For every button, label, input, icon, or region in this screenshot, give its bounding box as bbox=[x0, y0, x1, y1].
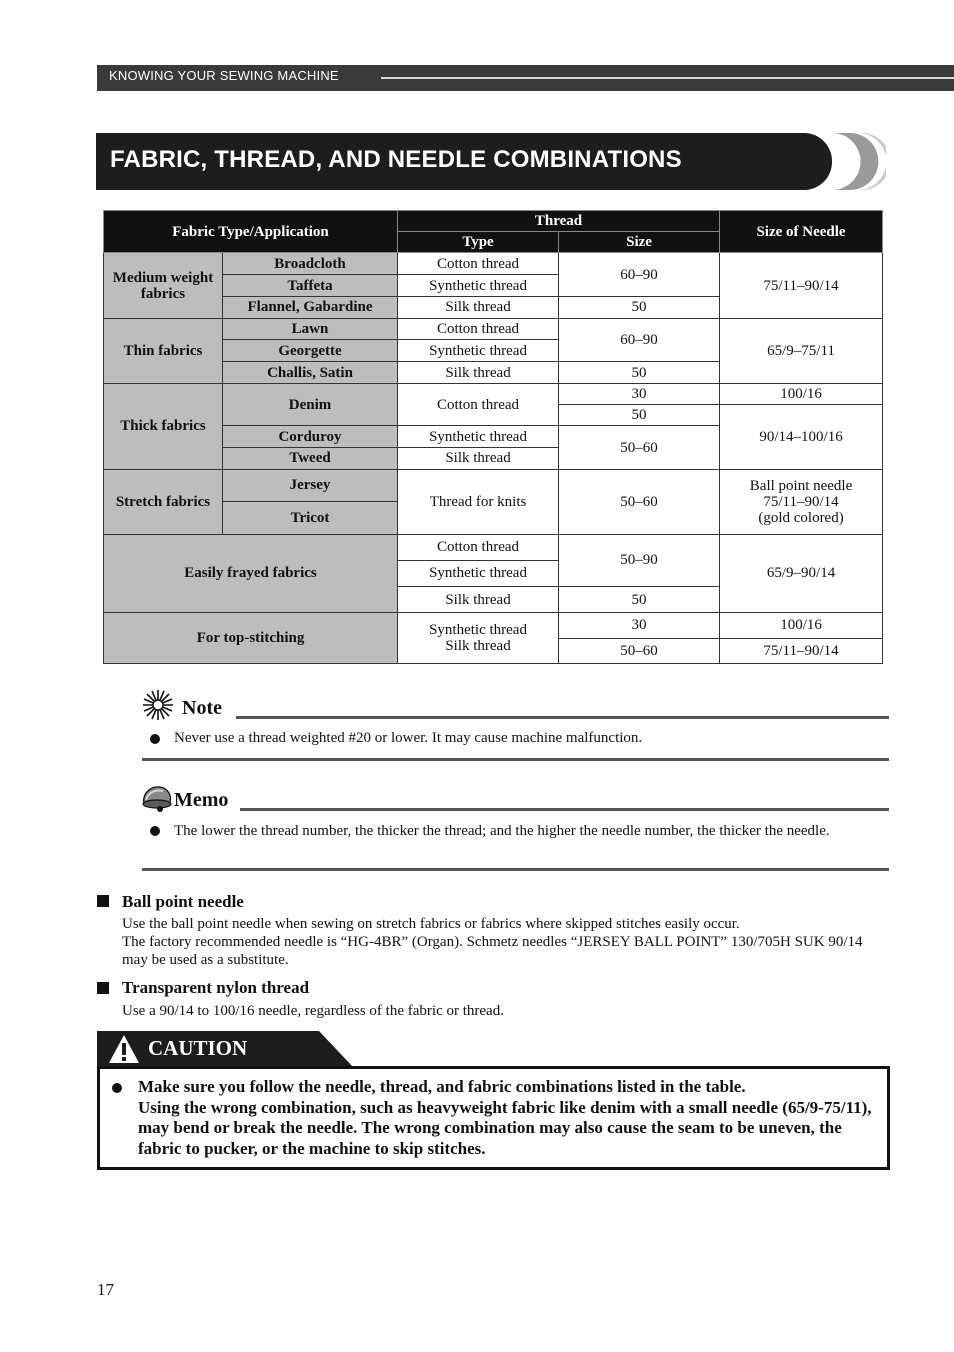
needle-size-cell: 75/11–90/14 bbox=[720, 253, 883, 318]
ballpoint-line: The factory recommended needle is “HG-4BR” (Organ). Schmetz needles “JERSEY BALL POINT” 130/705H SUK 90/14 may be used as a substitute. bbox=[122, 934, 863, 968]
thread-size-cell: 60–90 bbox=[559, 253, 720, 296]
memo-bell-icon bbox=[140, 782, 174, 814]
page-number: 17 bbox=[97, 1280, 114, 1299]
thread-type-cell: Synthetic thread bbox=[398, 560, 559, 586]
fabric-cell: Georgette bbox=[223, 340, 398, 362]
header-fabric-type: Fabric Type/Application bbox=[104, 211, 398, 253]
fabric-cell: Denim bbox=[223, 383, 398, 425]
fabric-cell: Lawn bbox=[223, 318, 398, 340]
title-end-cap bbox=[832, 133, 886, 190]
thread-size-cell: 50–60 bbox=[559, 426, 720, 469]
thread-size-cell: 50 bbox=[559, 405, 720, 426]
fabric-cell: Corduroy bbox=[223, 426, 398, 448]
fabric-cell: Flannel, Gabardine bbox=[223, 296, 398, 318]
thread-type-cell: Silk thread bbox=[398, 448, 559, 470]
note-bullet bbox=[150, 734, 160, 744]
thread-size-cell: 30 bbox=[559, 613, 720, 638]
caution-label: CAUTION bbox=[148, 1036, 248, 1060]
needle-size-cell: 65/9–75/11 bbox=[720, 318, 883, 383]
header-needle-size: Size of Needle bbox=[720, 211, 883, 253]
thread-type-cell: Cotton thread bbox=[398, 318, 559, 340]
needle-size-cell: 90/14–100/16 bbox=[720, 405, 883, 470]
needle-size-cell: 100/16 bbox=[720, 383, 883, 404]
thread-size-cell: 60–90 bbox=[559, 318, 720, 361]
fabric-cell: Challis, Satin bbox=[223, 362, 398, 384]
memo-bottom-rule bbox=[142, 868, 889, 871]
needle-size-cell: 65/9–90/14 bbox=[720, 534, 883, 613]
thread-type-cell: Synthetic thread bbox=[398, 275, 559, 297]
caution-line: Using the wrong combination, such as heavyweight fabric like denim with a small needle (65/9-75/11), may bend or break the needle. The wrong combination may also cause the seam to be uneven, the fabric to pucker, or the machine to skip stitches. bbox=[138, 1097, 872, 1158]
section-square-icon bbox=[97, 982, 109, 994]
thread-size-cell: 50 bbox=[559, 362, 720, 384]
caution-line: Make sure you follow the needle, thread, and fabric combinations listed in the table. bbox=[138, 1077, 746, 1096]
category-topstitch: For top-stitching bbox=[104, 613, 398, 664]
fabric-cell: Tweed bbox=[223, 448, 398, 470]
memo-rule bbox=[240, 808, 889, 811]
needle-line: 75/11–90/14 bbox=[763, 493, 839, 510]
caution-body bbox=[138, 1077, 878, 1159]
thread-type-line: Silk thread bbox=[445, 638, 511, 655]
title-bar bbox=[96, 133, 832, 190]
needle-line: Ball point needle bbox=[749, 477, 853, 494]
needle-size-cell: 100/16 bbox=[720, 613, 883, 638]
combination-table bbox=[103, 210, 883, 664]
ballpoint-line: Use the ball point needle when sewing on stretch fabrics or fabrics where skipped stitches easily occur. bbox=[122, 916, 740, 932]
memo-title: Memo bbox=[174, 789, 229, 811]
category-thin: Thin fabrics bbox=[104, 318, 223, 383]
note-bottom-rule bbox=[142, 758, 889, 761]
ballpoint-heading: Ball point needle bbox=[122, 892, 244, 911]
thread-type-cell bbox=[398, 613, 559, 664]
needle-size-cell: 75/11–90/14 bbox=[720, 638, 883, 663]
thread-type-cell: Silk thread bbox=[398, 296, 559, 318]
thread-type-cell: Cotton thread bbox=[398, 383, 559, 425]
thread-type-cell: Synthetic thread bbox=[398, 426, 559, 448]
category-frayed: Easily frayed fabrics bbox=[104, 534, 398, 613]
fabric-cell: Jersey bbox=[223, 469, 398, 501]
section-square-icon bbox=[97, 895, 109, 907]
thread-type-cell: Cotton thread bbox=[398, 534, 559, 560]
thread-type-cell: Cotton thread bbox=[398, 253, 559, 275]
thread-size-cell: 50 bbox=[559, 296, 720, 318]
nylon-heading: Transparent nylon thread bbox=[122, 978, 310, 997]
category-stretch: Stretch fabrics bbox=[104, 469, 223, 534]
category-thick: Thick fabrics bbox=[104, 383, 223, 469]
needle-size-cell bbox=[720, 469, 883, 534]
thread-type-cell: Silk thread bbox=[398, 362, 559, 384]
thread-type-cell: Synthetic thread bbox=[398, 340, 559, 362]
page-title: FABRIC, THREAD, AND NEEDLE COMBINATIONS bbox=[110, 146, 682, 173]
header-rule bbox=[381, 77, 954, 79]
memo-bullet bbox=[150, 826, 160, 836]
note-text: Never use a thread weighted #20 or lower. It may cause machine malfunction. bbox=[174, 730, 643, 746]
fabric-cell: Taffeta bbox=[223, 275, 398, 297]
needle-line: (gold colored) bbox=[758, 509, 844, 526]
thread-size-cell: 30 bbox=[559, 383, 720, 404]
note-rule bbox=[236, 716, 889, 719]
fabric-cell: Tricot bbox=[223, 502, 398, 534]
category-medium: Medium weight fabrics bbox=[104, 253, 223, 318]
header-thread-size: Size bbox=[559, 232, 720, 253]
caution-bullet bbox=[112, 1083, 122, 1093]
thread-size-cell: 50–60 bbox=[559, 469, 720, 534]
nylon-body: Use a 90/14 to 100/16 needle, regardless of the fabric or thread. bbox=[122, 1003, 504, 1019]
header-thread-type: Type bbox=[398, 232, 559, 253]
thread-type-cell: Thread for knits bbox=[398, 469, 559, 534]
header-thread: Thread bbox=[398, 211, 720, 232]
note-title: Note bbox=[182, 697, 222, 719]
warning-icon bbox=[108, 1034, 140, 1064]
note-starburst-icon bbox=[140, 688, 176, 722]
fabric-cell: Broadcloth bbox=[223, 253, 398, 275]
thread-type-cell: Silk thread bbox=[398, 587, 559, 613]
thread-size-cell: 50 bbox=[559, 587, 720, 613]
thread-type-line: Synthetic thread bbox=[429, 622, 527, 639]
ballpoint-body bbox=[122, 915, 890, 969]
thread-size-cell: 50–60 bbox=[559, 638, 720, 663]
thread-size-cell: 50–90 bbox=[559, 534, 720, 587]
header-band bbox=[97, 65, 954, 91]
section-header: KNOWING YOUR SEWING MACHINE bbox=[109, 68, 339, 83]
memo-text: The lower the thread number, the thicker the thread; and the higher the needle number, the thicker the needle. bbox=[174, 823, 830, 839]
